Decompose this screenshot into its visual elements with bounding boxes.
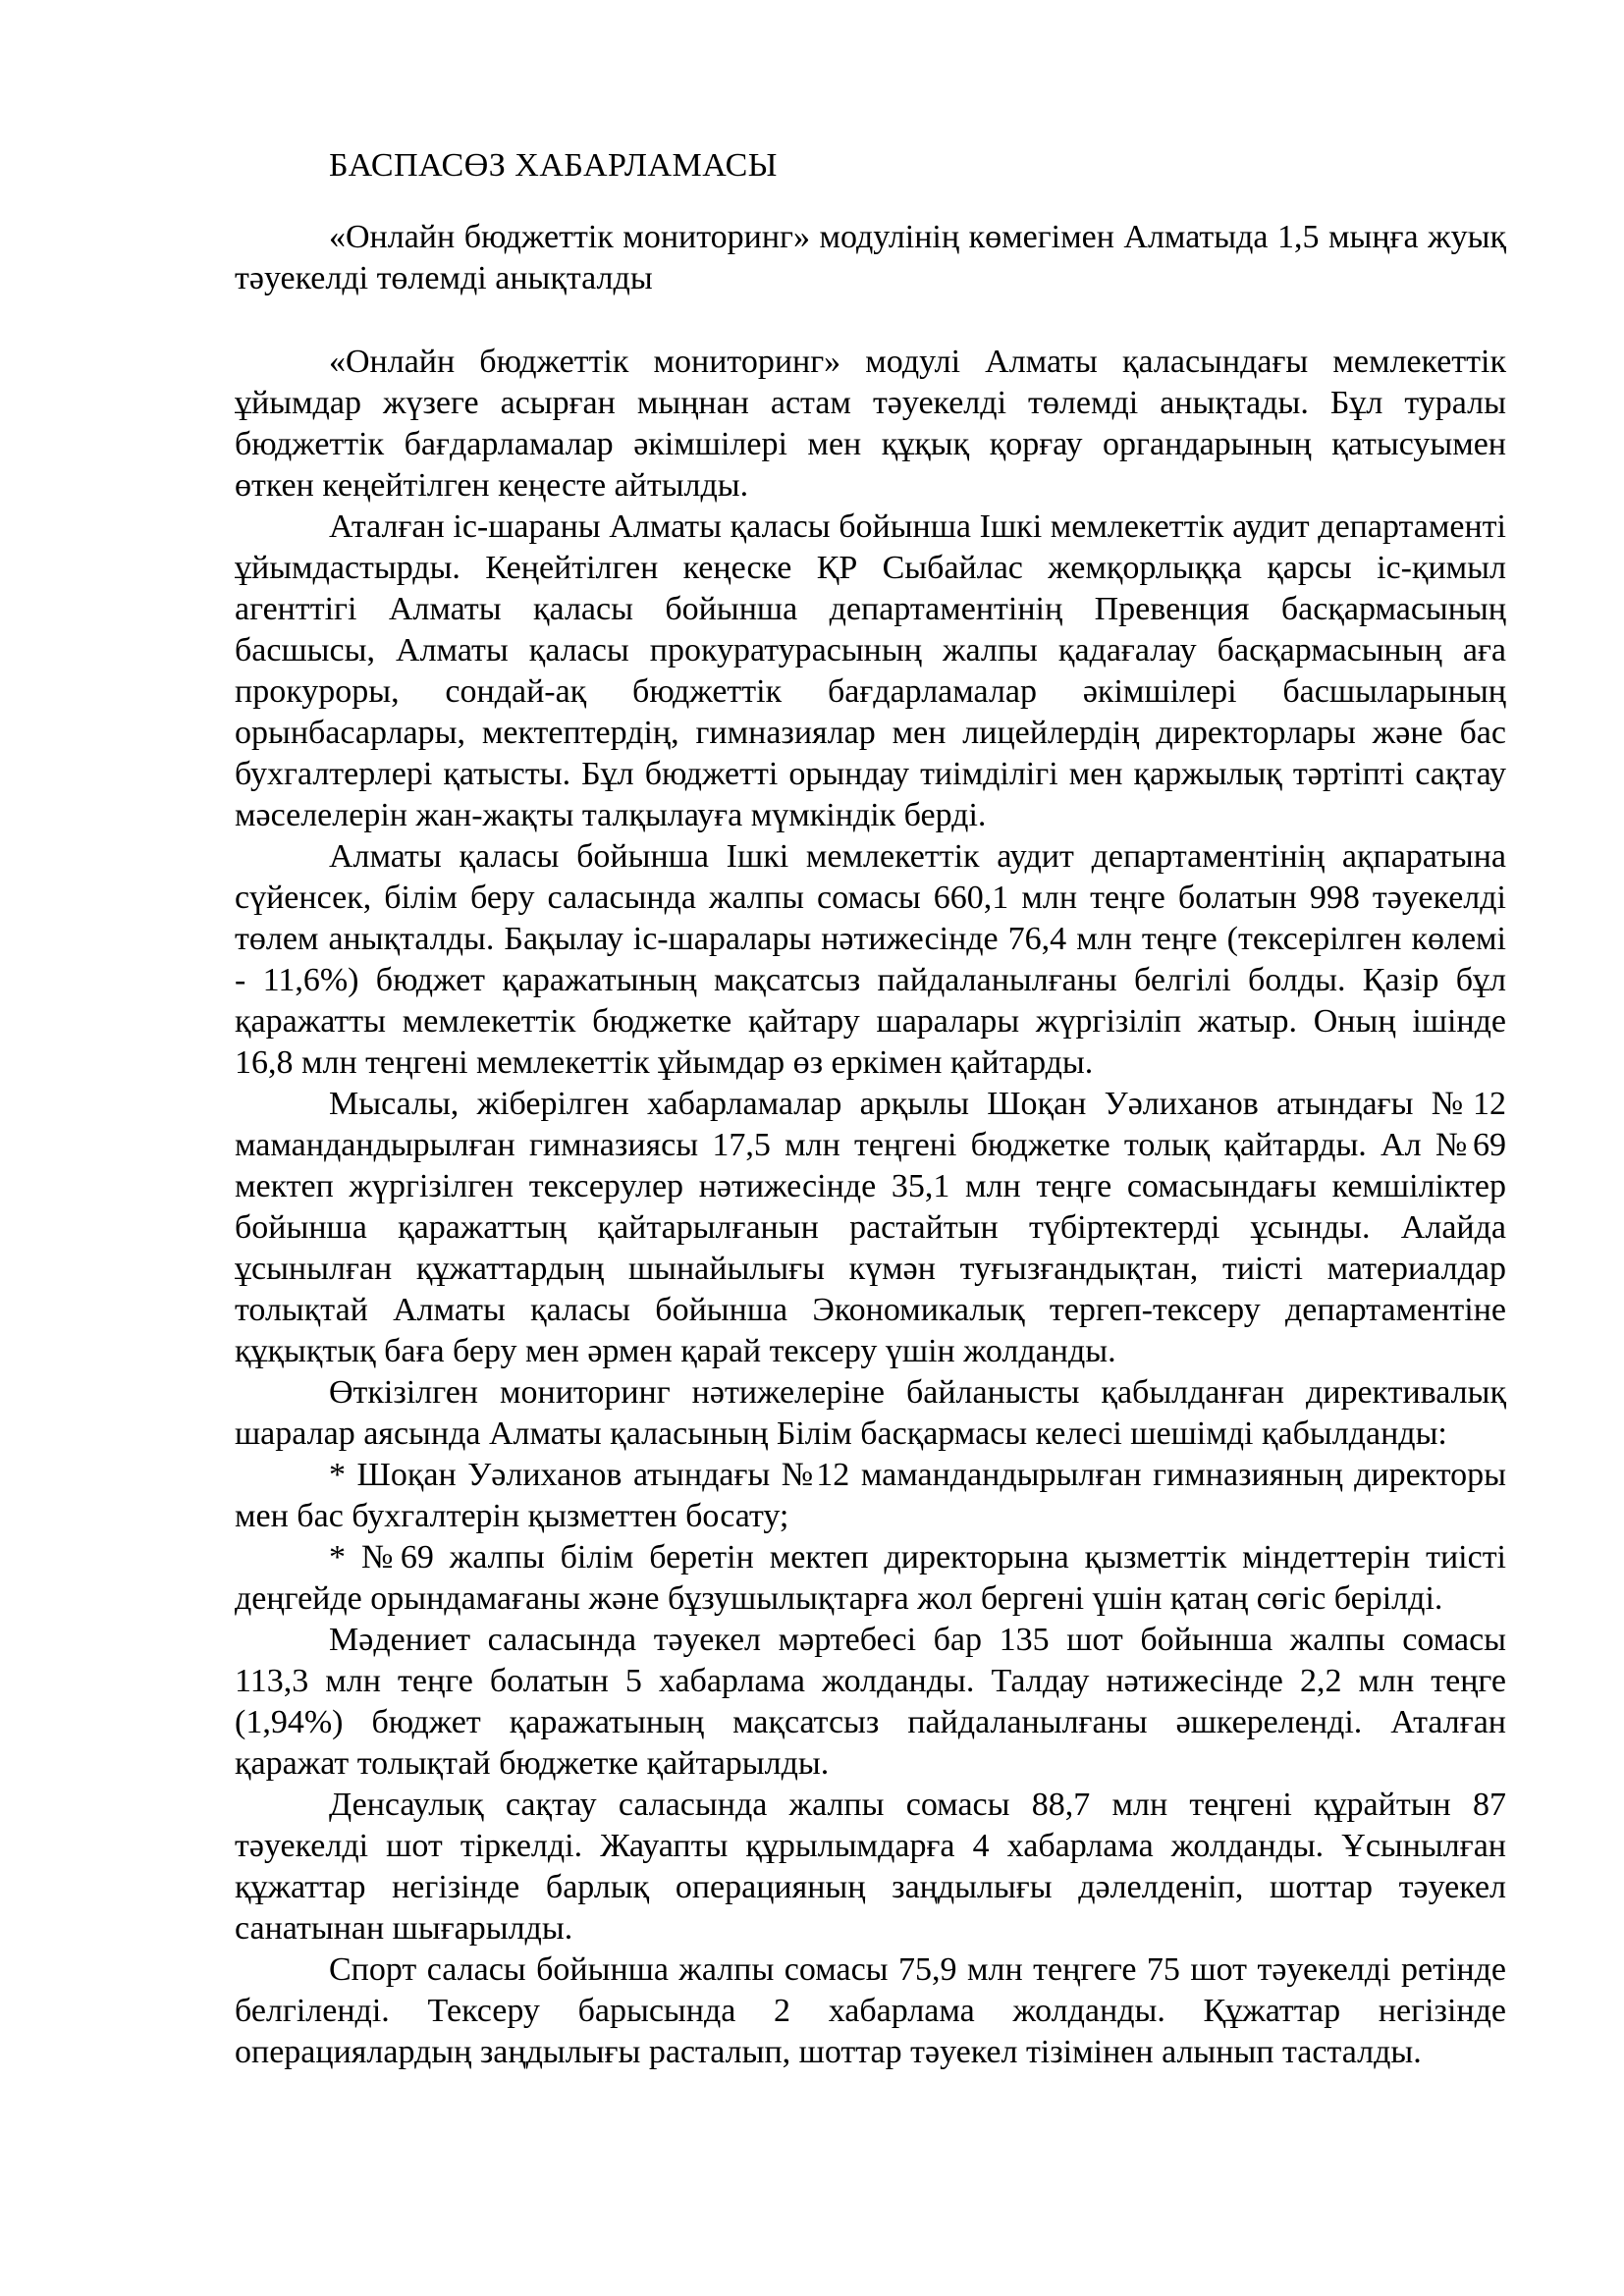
document-body [235,342,1506,2073]
paragraph-bullet-reprimand: * №69 жалпы білім беретін мектеп директорына қызметтік міндеттерін тиісті деңгейде орындамағаны және бұзушылықтарға жол бергені үшін қатаң сөгіс берілді. [235,1539,1506,1617]
paragraph-event-organizers: Аталған іс-шараны Алматы қаласы бойынша Ішкі мемлекеттік аудит департаменті ұйымдастырды. Кеңейтілген кеңеске ҚР Сыбайлас жемқорлыққа қарсы іс-қимыл агенттігі Алматы қаласы бойынша департаментінің Превенция басқармасының басшысы, Алматы қаласы прокуратурасының жалпы қадағалау басқармасының аға прокуроры, сондай-ақ бюджеттік бағдарламалар әкімшілері басшыларының орынбасарлары, мектептердің, гимназиялар мен лицейлердің директорлары және бас бухгалтерлері қатысты. Бұл бюджетті орындау тиімділігі мен қаржылық тәртіпті сақтау мәселелерін жан-жақты талқылауға мүмкіндік берді. [235,508,1506,833]
document-subtitle: «Онлайн бюджеттік мониторинг» модулінің көмегімен Алматыда 1,5 мыңға жуық тәуекелді төлемді анықталды [235,219,1506,296]
paragraph-directive-measures: Өткізілген мониторинг нәтижелеріне байланысты қабылданған директивалық шаралар аясында Алматы қаласының Білім басқармасы келесі шешімді қабылданды: [235,1374,1506,1452]
paragraph-culture-sector: Мәдениет саласында тәуекел мәртебесі бар 135 шот бойынша жалпы сомасы 113,3 млн теңге болатын 5 хабарлама жолданды. Талдау нәтижесінде 2,2 млн теңге (1,94%) бюджет қаражатының мақсатсыз пайдаланылғаны әшкереленді. Аталған қаражат толықтай бюджетке қайтарылды. [235,1622,1506,1782]
paragraph-health-sector: Денсаулық сақтау саласында жалпы сомасы 88,7 млн теңгені құрайтын 87 тәуекелді шот тіркелді. Жауапты құрылымдарға 4 хабарлама жолданды. Ұсынылған құжаттар негізінде барлық операцияның заңдылығы дәлелденіп, шоттар тәуекел санатынан шығарылды. [235,1787,1506,1947]
paragraph-intro: «Онлайн бюджеттік мониторинг» модулі Алматы қаласындағы мемлекеттік ұйымдар жүзеге асырған мыңнан астам тәуекелді төлемді анықтады. Бұл туралы бюджеттік бағдарламалар әкімшілері мен құқық қорғау органдарының қатысуымен өткен кеңейтілген кеңесте айтылды. [235,344,1506,504]
paragraph-education-findings: Алматы қаласы бойынша Ішкі мемлекеттік аудит департаментінің ақпаратына сүйенсек, білім беру саласында жалпы сомасы 660,1 млн теңге болатын 998 тәуекелді төлем анықталды. Бақылау іс-шаралары нәтижесінде 76,4 млн теңге (тексерілген көлемі - 11,6%) бюджет қаражатының мақсатсыз пайдаланылғаны белгілі болды. Қазір бұл қаражатты мемлекеттік бюджетке қайтару шаралары жүргізіліп жатыр. Оның ішінде 16,8 млн теңгені мемлекеттік ұйымдар өз еркімен қайтарды. [235,838,1506,1081]
document-title: БАСПАСӨЗ ХАБАРЛАМАСЫ [329,147,778,184]
paragraph-gymnasium-example: Мысалы, жіберілген хабарламалар арқылы Шоқан Уәлиханов атындағы №12 мамандандырылған гимназиясы 17,5 млн теңгені бюджетке толық қайтарды. Ал №69 мектеп жүргізілген тексерулер нәтижесінде 35,1 млн теңге сомасындағы кемшіліктер бойынша қаражаттың қайтарылғанын растайтын түбіртектерді ұсынды. Алайда ұсынылған құжаттардың шынайылығы күмән туғызғандықтан, тиісті материалдар толықтай Алматы қаласы бойынша Экономикалық тергеп-тексеру департаментіне құқықтық баға беру мен әрмен қарай тексеру үшін жолданды. [235,1086,1506,1369]
paragraph-bullet-dismissal: * Шоқан Уәлиханов атындағы №12 мамандандырылған гимназияның директоры мен бас бухгалтерін қызметтен босату; [235,1457,1506,1534]
paragraph-sport-sector: Спорт саласы бойынша жалпы сомасы 75,9 млн теңгеге 75 шот тәуекелді ретінде белгіленді. Тексеру барысында 2 хабарлама жолданды. Құжаттар негізінде операциялардың заңдылығы расталып, шоттар тәуекел тізімінен алынып тасталды. [235,1951,1506,2070]
